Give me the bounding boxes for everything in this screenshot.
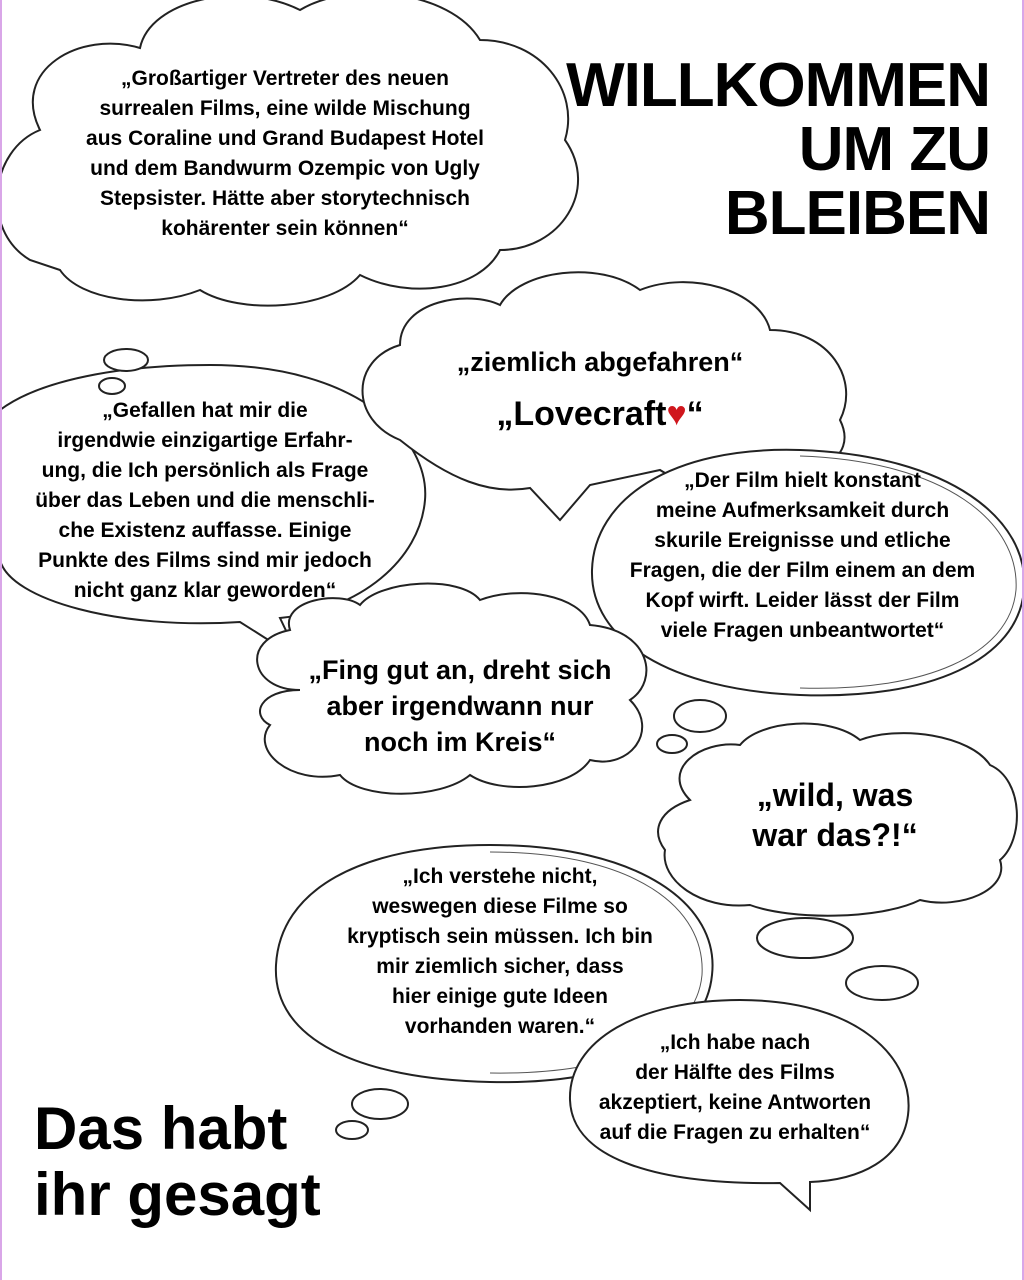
quote-line: vorhanden waren.“ bbox=[404, 1015, 596, 1038]
quote-6-text bbox=[670, 775, 1000, 855]
thought-dot-6a bbox=[757, 918, 853, 958]
thought-dot-6b bbox=[846, 966, 918, 1000]
quote-5-text bbox=[270, 652, 650, 760]
quote-line: „Fing gut an, dreht sich bbox=[308, 655, 612, 685]
quote-line-lovecraft bbox=[390, 392, 810, 436]
quote-line: kohärenter sein können“ bbox=[161, 217, 409, 240]
quote-line: Kopf wirft. Leider lässt der Film bbox=[645, 589, 960, 612]
quote-line: „wild, was bbox=[756, 777, 914, 813]
quote-line: Fragen, die der Film einem an dem bbox=[629, 559, 976, 582]
footer-heading bbox=[34, 1096, 321, 1228]
thought-dot-7a bbox=[352, 1089, 408, 1119]
quote-line: che Existenz auffasse. Einige bbox=[58, 519, 352, 542]
quote-line: Punkte des Films sind mir jedoch bbox=[38, 549, 372, 572]
quote-line: akzeptiert, keine Antworten bbox=[598, 1091, 872, 1114]
title-line-2: UM ZU bbox=[798, 115, 990, 184]
quote-line: ung, die Ich persönlich als Frage bbox=[41, 459, 369, 482]
quote-line: und dem Bandwurm Ozempic von Ugly bbox=[90, 157, 480, 180]
quote-line: „Der Film hielt konstant bbox=[684, 469, 921, 492]
page-title bbox=[566, 51, 990, 248]
quote-line: war das?!“ bbox=[752, 817, 918, 853]
quote-8-text bbox=[560, 1028, 910, 1148]
quote-2-text bbox=[0, 396, 410, 606]
title-line-1: WILLKOMMEN bbox=[566, 51, 990, 120]
quote-line: noch im Kreis“ bbox=[363, 727, 557, 757]
lovecraft-text: „Lovecraft bbox=[496, 395, 667, 434]
quote-line: über das Leben und die menschli- bbox=[35, 489, 375, 512]
quote-line: weswegen diese Filme so bbox=[372, 895, 628, 918]
quote-line: mir ziemlich sicher, dass bbox=[376, 955, 624, 978]
thought-dot-5a bbox=[674, 700, 726, 732]
quote-line: „Ich verstehe nicht, bbox=[402, 865, 598, 888]
quote-7-text bbox=[300, 862, 700, 1042]
footer-line-2: ihr gesagt bbox=[34, 1161, 321, 1228]
quote-line: aber irgendwann nur bbox=[326, 691, 594, 721]
quote-line: „Gefallen hat mir die bbox=[102, 399, 308, 422]
heart-icon: ♥ bbox=[666, 395, 687, 434]
thought-dot-2b bbox=[99, 378, 125, 394]
quote-line: aus Coraline und Grand Budapest Hotel bbox=[86, 127, 484, 150]
quote-line: „ziemlich abgefahren“ bbox=[456, 347, 744, 377]
quote-line: der Hälfte des Films bbox=[635, 1061, 835, 1084]
quote-line: „Ich habe nach bbox=[659, 1031, 811, 1054]
quote-line: surrealen Films, eine wilde Mischung bbox=[99, 97, 471, 120]
thought-dot-5b bbox=[657, 735, 687, 753]
footer-line-1: Das habt bbox=[34, 1095, 288, 1162]
quote-4-text bbox=[585, 466, 1020, 646]
quote-line: skurile Ereignisse und etliche bbox=[654, 529, 951, 552]
quote-1-text bbox=[20, 64, 550, 244]
quote-line: irgendwie einzigartige Erfahr- bbox=[57, 429, 353, 452]
quote-line: nicht ganz klar geworden“ bbox=[73, 579, 337, 602]
quote-line: „Großartiger Vertreter des neuen bbox=[121, 67, 449, 90]
thought-dot-2a bbox=[104, 349, 148, 371]
quote-line: hier einige gute Ideen bbox=[392, 985, 608, 1008]
quote-line: Stepsister. Hätte aber storytechnisch bbox=[100, 187, 470, 210]
quote-line: auf die Fragen zu erhalten“ bbox=[599, 1121, 871, 1144]
quote-close-mark: “ bbox=[686, 395, 704, 434]
quote-line: kryptisch sein müssen. Ich bin bbox=[347, 925, 653, 948]
quote-line: meine Aufmerksamkeit durch bbox=[655, 499, 950, 522]
quote-3-text bbox=[390, 345, 810, 436]
title-line-3: BLEIBEN bbox=[724, 179, 990, 248]
thought-dot-7b bbox=[336, 1121, 368, 1139]
quote-line: viele Fragen unbeantwortet“ bbox=[660, 619, 945, 642]
